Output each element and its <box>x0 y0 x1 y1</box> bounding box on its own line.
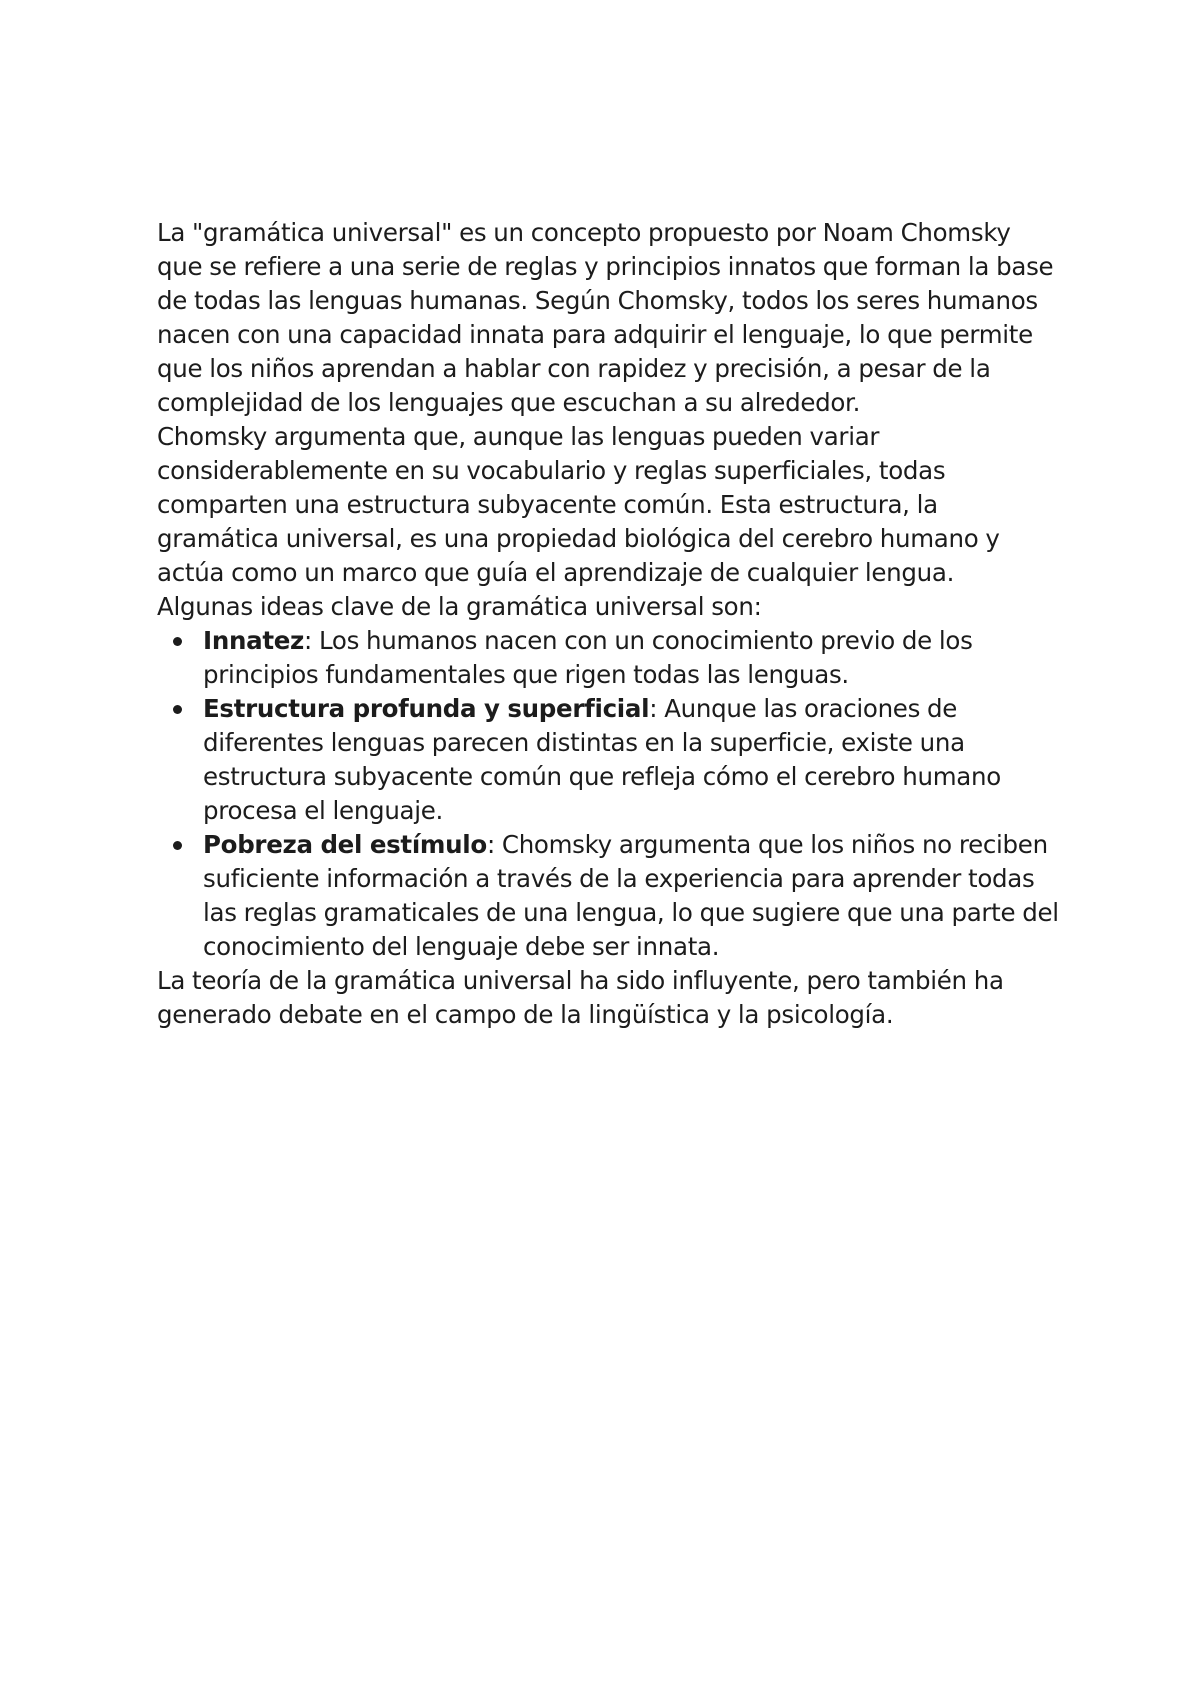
document-body <box>157 216 1062 1032</box>
argument-paragraph: Chomsky argumenta que, aunque las lenguas pueden variar considerablemente en su vocabulario y reglas superficiales, todas comparten una estructura subyacente común. Esta estructura, la gramática universal, es una propiedad biológica del cerebro humano y actúa como un marco que guía el aprendizaje de cualquier lengua. <box>157 422 1000 587</box>
bullet-icon <box>173 705 182 714</box>
list-item-text: : Los humanos nacen con un conocimiento previo de los principios fundamentales que rigen todas las lenguas. <box>203 626 973 689</box>
key-ideas-list <box>157 624 1062 964</box>
list-item-estructura <box>157 692 1062 828</box>
list-item-innatez <box>157 624 1062 692</box>
conclusion-paragraph: La teoría de la gramática universal ha sido influyente, pero también ha generado debate en el campo de la lingüística y la psicología. <box>157 966 1004 1029</box>
list-item-term: Pobreza del estímulo <box>203 830 487 859</box>
bullet-icon <box>173 841 182 850</box>
list-item-text: : Chomsky argumenta que los niños no reciben suficiente información a través de la experiencia para aprender todas las reglas gramaticales de una lengua, lo que sugiere que una parte del conocimiento del lenguaje debe ser innata. <box>203 830 1059 961</box>
list-item-pobreza <box>157 828 1062 964</box>
list-item-term: Innatez <box>203 626 305 655</box>
list-item-term: Estructura profunda y superficial <box>203 694 650 723</box>
list-item-text: : Aunque las oraciones de diferentes lenguas parecen distintas en la superficie, existe una estructura subyacente común que refleja cómo el cerebro humano procesa el lenguaje. <box>203 694 1001 825</box>
intro-paragraph: La "gramática universal" es un concepto propuesto por Noam Chomsky que se refiere a una serie de reglas y principios innatos que forman la base de todas las lenguas humanas. Según Chomsky, todos los seres humanos nacen con una capacidad innata para adquirir el lenguaje, lo que permite que los niños aprendan a hablar con rapidez y precisión, a pesar de la complejidad de los lenguajes que escuchan a su alrededor. <box>157 218 1054 417</box>
list-intro: Algunas ideas clave de la gramática universal son: <box>157 592 762 621</box>
bullet-icon <box>173 637 182 646</box>
